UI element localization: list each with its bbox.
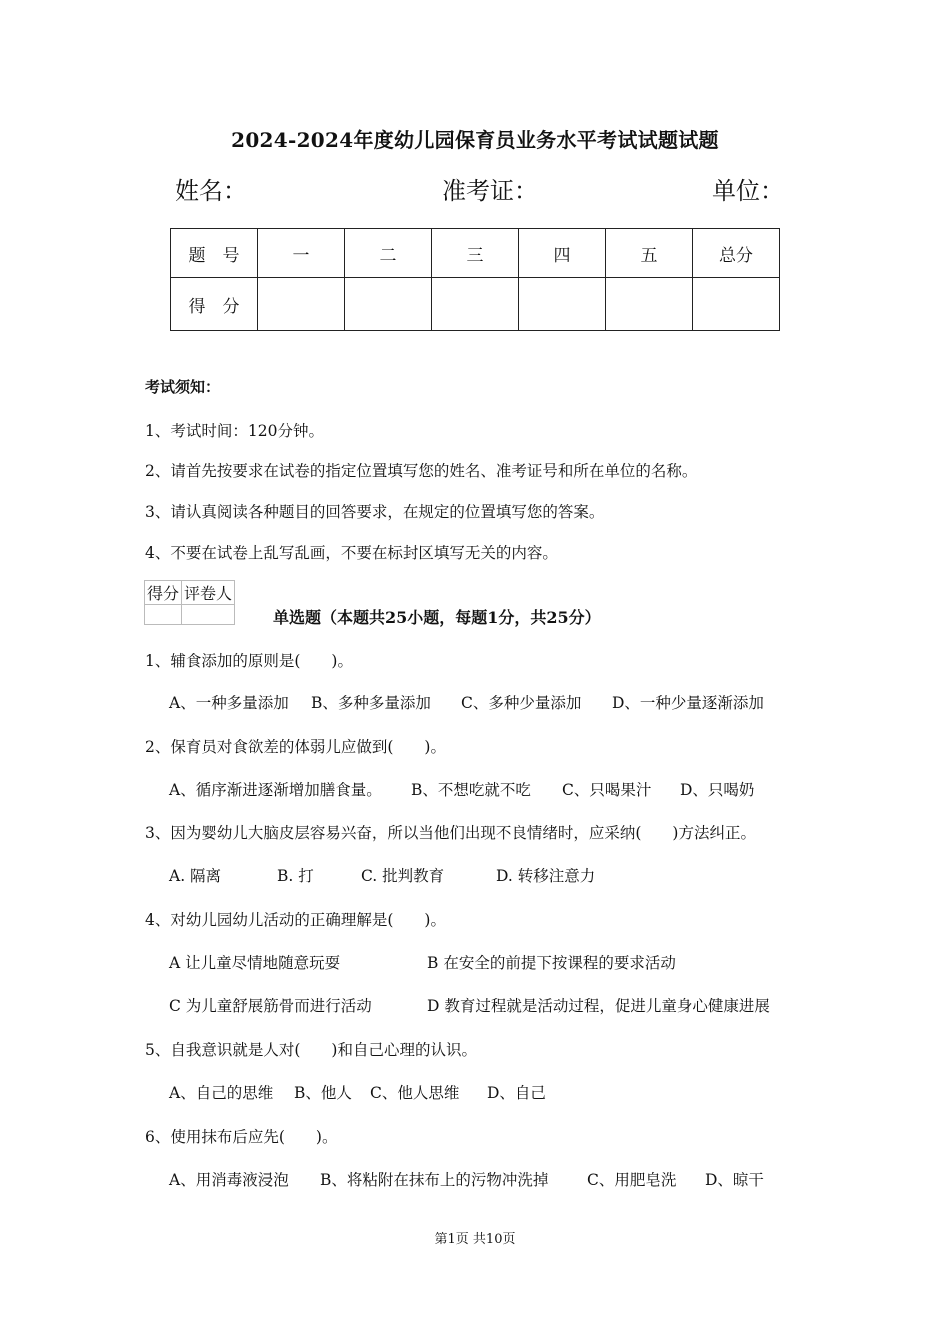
- exam-id-field-label: 准考证：: [442, 177, 538, 205]
- option-b: B、不想吃就不吃: [411, 781, 531, 799]
- notice-item: 2、请首先按要求在试卷的指定位置填写您的姓名、准考证号和所在单位的名称。: [145, 462, 698, 480]
- option-c: C、用肥皂洗: [587, 1171, 677, 1189]
- notice-item: 3、请认真阅读各种题目的回答要求，在规定的位置填写您的答案。: [145, 503, 605, 521]
- section-title: 单选题（本题共25小题，每题1分，共25分）: [273, 608, 601, 627]
- grader-reviewer-label: 评卷人: [182, 581, 235, 605]
- score-cell[interactable]: [258, 278, 345, 331]
- option-d: D、只喝奶: [680, 781, 755, 799]
- option-a: A、用消毒液浸泡: [169, 1171, 289, 1189]
- option-d: D、晾干: [705, 1171, 764, 1189]
- section-3-header: 三: [432, 229, 519, 278]
- page-title: 2024-2024年度幼儿园保育员业务水平考试试题试题: [231, 128, 719, 152]
- grader-box: [144, 580, 235, 625]
- section-2-header: 二: [345, 229, 432, 278]
- score-table-header-row: [171, 229, 780, 278]
- notice-heading: 考试须知：: [145, 378, 221, 396]
- score-table-score-row: [171, 278, 780, 331]
- score-cell[interactable]: [345, 278, 432, 331]
- total-header: 总分: [693, 229, 780, 278]
- question-stem: 1、辅食添加的原则是( )。: [145, 652, 353, 670]
- option-c: C、多种少量添加: [461, 694, 582, 712]
- score-table: [170, 228, 780, 331]
- option-b: B、将粘附在抹布上的污物冲洗掉: [320, 1171, 549, 1189]
- option-a: A 让儿童尽情地随意玩耍: [169, 954, 341, 972]
- option-b: B. 打: [277, 867, 314, 885]
- grader-score-cell[interactable]: [145, 605, 182, 625]
- total-score-cell[interactable]: [693, 278, 780, 331]
- option-b: B 在安全的前提下按课程的要求活动: [427, 954, 676, 972]
- option-b: B、他人: [294, 1084, 352, 1102]
- score-cell[interactable]: [519, 278, 606, 331]
- question-stem: 4、对幼儿园幼儿活动的正确理解是( )。: [145, 911, 446, 929]
- question-stem: 5、自我意识就是人对( )和自己心理的认识。: [145, 1041, 477, 1059]
- option-d: D、自己: [487, 1084, 546, 1102]
- option-a: A、自己的思维: [169, 1084, 274, 1102]
- option-a: A. 隔离: [169, 867, 222, 885]
- option-c: C、他人思维: [370, 1084, 460, 1102]
- question-number-header: 题 号: [171, 229, 258, 278]
- option-a: A、一种多量添加: [169, 694, 289, 712]
- name-field-label: 姓名：: [175, 177, 247, 205]
- option-d: D. 转移注意力: [496, 867, 596, 885]
- section-4-header: 四: [519, 229, 606, 278]
- notice-item: 4、不要在试卷上乱写乱画，不要在标封区填写无关的内容。: [145, 544, 558, 562]
- option-c: C. 批判教育: [361, 867, 445, 885]
- score-cell[interactable]: [432, 278, 519, 331]
- option-b: B、多种多量添加: [311, 694, 431, 712]
- grader-score-label: 得分: [145, 581, 182, 605]
- question-stem: 6、使用抹布后应先( )。: [145, 1128, 338, 1146]
- section-1-header: 一: [258, 229, 345, 278]
- option-c: C 为儿童舒展筋骨而进行活动: [169, 997, 372, 1015]
- score-cell[interactable]: [606, 278, 693, 331]
- option-a: A、循序渐进逐渐增加膳食量。: [169, 781, 382, 799]
- option-c: C、只喝果汁: [562, 781, 652, 799]
- unit-field-label: 单位：: [712, 177, 784, 205]
- page-footer: 第1页 共10页: [434, 1232, 516, 1247]
- grader-reviewer-cell[interactable]: [182, 605, 235, 625]
- section-5-header: 五: [606, 229, 693, 278]
- notice-item: 1、考试时间：120分钟。: [145, 422, 324, 440]
- option-d: D、一种少量逐渐添加: [612, 694, 764, 712]
- score-label: 得 分: [171, 278, 258, 331]
- question-stem: 2、保育员对食欲差的体弱儿应做到( )。: [145, 738, 446, 756]
- option-d: D 教育过程就是活动过程，促进儿童身心健康进展: [427, 997, 770, 1015]
- question-stem: 3、因为婴幼儿大脑皮层容易兴奋，所以当他们出现不良情绪时，应采纳( )方法纠正。: [145, 824, 756, 842]
